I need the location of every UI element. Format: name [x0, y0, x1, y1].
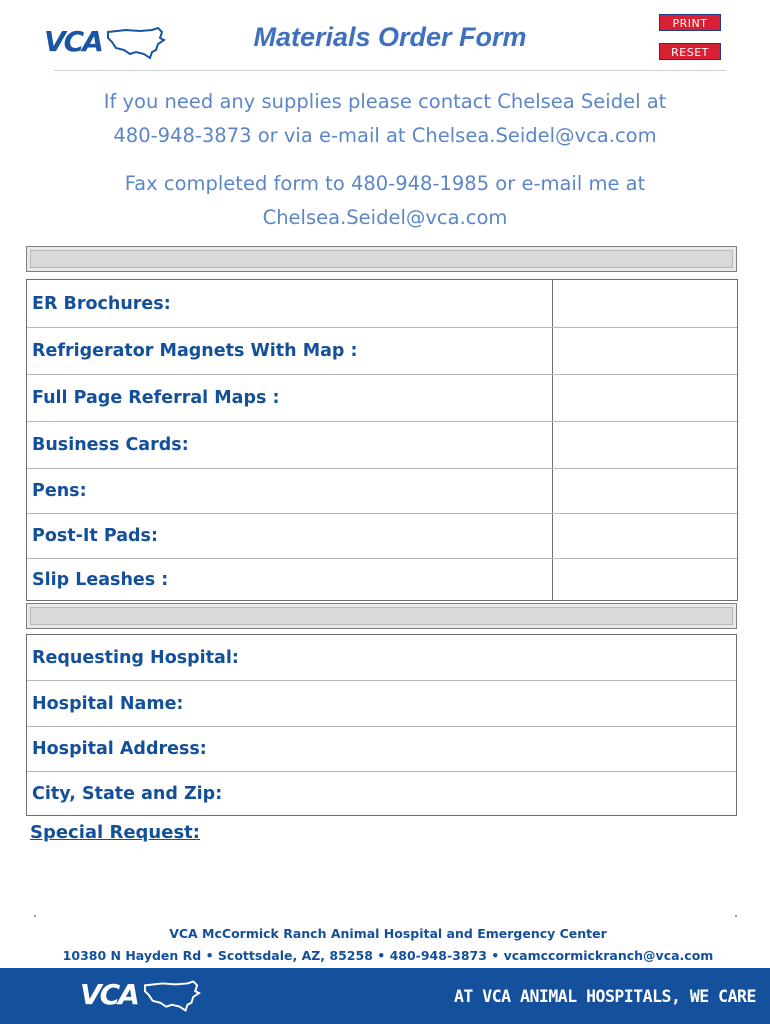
material-label: Pens: — [32, 481, 87, 501]
form-title: Materials Order Form — [253, 22, 527, 52]
footer-hospital-name: VCA McCormick Ranch Animal Hospital and Emergency Center — [169, 926, 607, 941]
field-corner-mark — [735, 915, 737, 917]
vca-logo-text: VCA — [44, 25, 102, 58]
material-label: Refrigerator Magnets With Map : — [32, 341, 358, 361]
pens-quantity-field[interactable] — [552, 469, 737, 513]
header-divider — [54, 70, 726, 71]
material-label: Post-It Pads: — [32, 526, 158, 546]
hospital-field-row[interactable] — [27, 635, 736, 680]
material-label: ER Brochures: — [32, 293, 171, 314]
vca-logo — [44, 24, 166, 62]
footer-vca-logo-text: VCA — [80, 978, 138, 1011]
material-row — [27, 327, 737, 374]
business-cards-quantity-field[interactable] — [552, 422, 737, 468]
material-label: Business Cards: — [32, 435, 189, 455]
footer-us-map-icon — [143, 979, 201, 1013]
slip-leashes-quantity-field[interactable] — [552, 559, 737, 600]
special-request-field[interactable] — [26, 848, 738, 912]
hospital-table — [26, 634, 737, 816]
field-corner-mark — [34, 915, 36, 917]
material-row — [27, 280, 737, 327]
referral-maps-quantity-field[interactable] — [552, 375, 737, 421]
materials-section-bar — [26, 246, 737, 272]
hospital-field-label: Hospital Name: — [32, 693, 184, 714]
material-row — [27, 374, 737, 421]
print-button[interactable]: PRINT — [659, 14, 721, 31]
reset-button[interactable]: RESET — [659, 43, 721, 60]
special-request-label: Special Request: — [30, 822, 200, 843]
hospital-field-label: Hospital Address: — [32, 739, 207, 759]
us-map-icon — [106, 26, 166, 60]
intro-contact-line-1: If you need any supplies please contact Chelsea Seidel at — [103, 90, 667, 113]
post-it-pads-quantity-field[interactable] — [552, 514, 737, 558]
hospital-field-label: City, State and Zip: — [32, 783, 223, 804]
refrigerator-magnets-quantity-field[interactable] — [552, 328, 737, 374]
footer-address: 10380 N Hayden Rd • Scottsdale, AZ, 85258 • 480-948-3873 • vcamccormickranch@vca.com — [62, 948, 714, 963]
materials-table — [26, 279, 738, 601]
er-brochures-quantity-field[interactable] — [552, 280, 737, 327]
material-row — [27, 468, 737, 513]
material-row — [27, 513, 737, 558]
material-row — [27, 421, 737, 468]
intro-fax-line-2: Chelsea.Seidel@vca.com — [262, 206, 508, 229]
material-row — [27, 558, 737, 600]
material-label: Full Page Referral Maps : — [32, 388, 280, 408]
hospital-section-bar — [26, 603, 737, 629]
footer-tagline: AT VCA ANIMAL HOSPITALS, WE CARE — [454, 987, 756, 1006]
intro-fax-line-1: Fax completed form to 480-948-1985 or e-mail me at — [124, 172, 646, 195]
hospital-field-row[interactable] — [27, 726, 736, 771]
hospital-field-row[interactable] — [27, 680, 736, 726]
hospital-field-label: Requesting Hospital: — [32, 647, 239, 668]
hospital-field-row[interactable] — [27, 771, 736, 815]
intro-contact-line-2: 480-948-3873 or via e-mail at Chelsea.Seidel@vca.com — [113, 124, 657, 147]
material-label: Slip Leashes : — [32, 569, 169, 590]
